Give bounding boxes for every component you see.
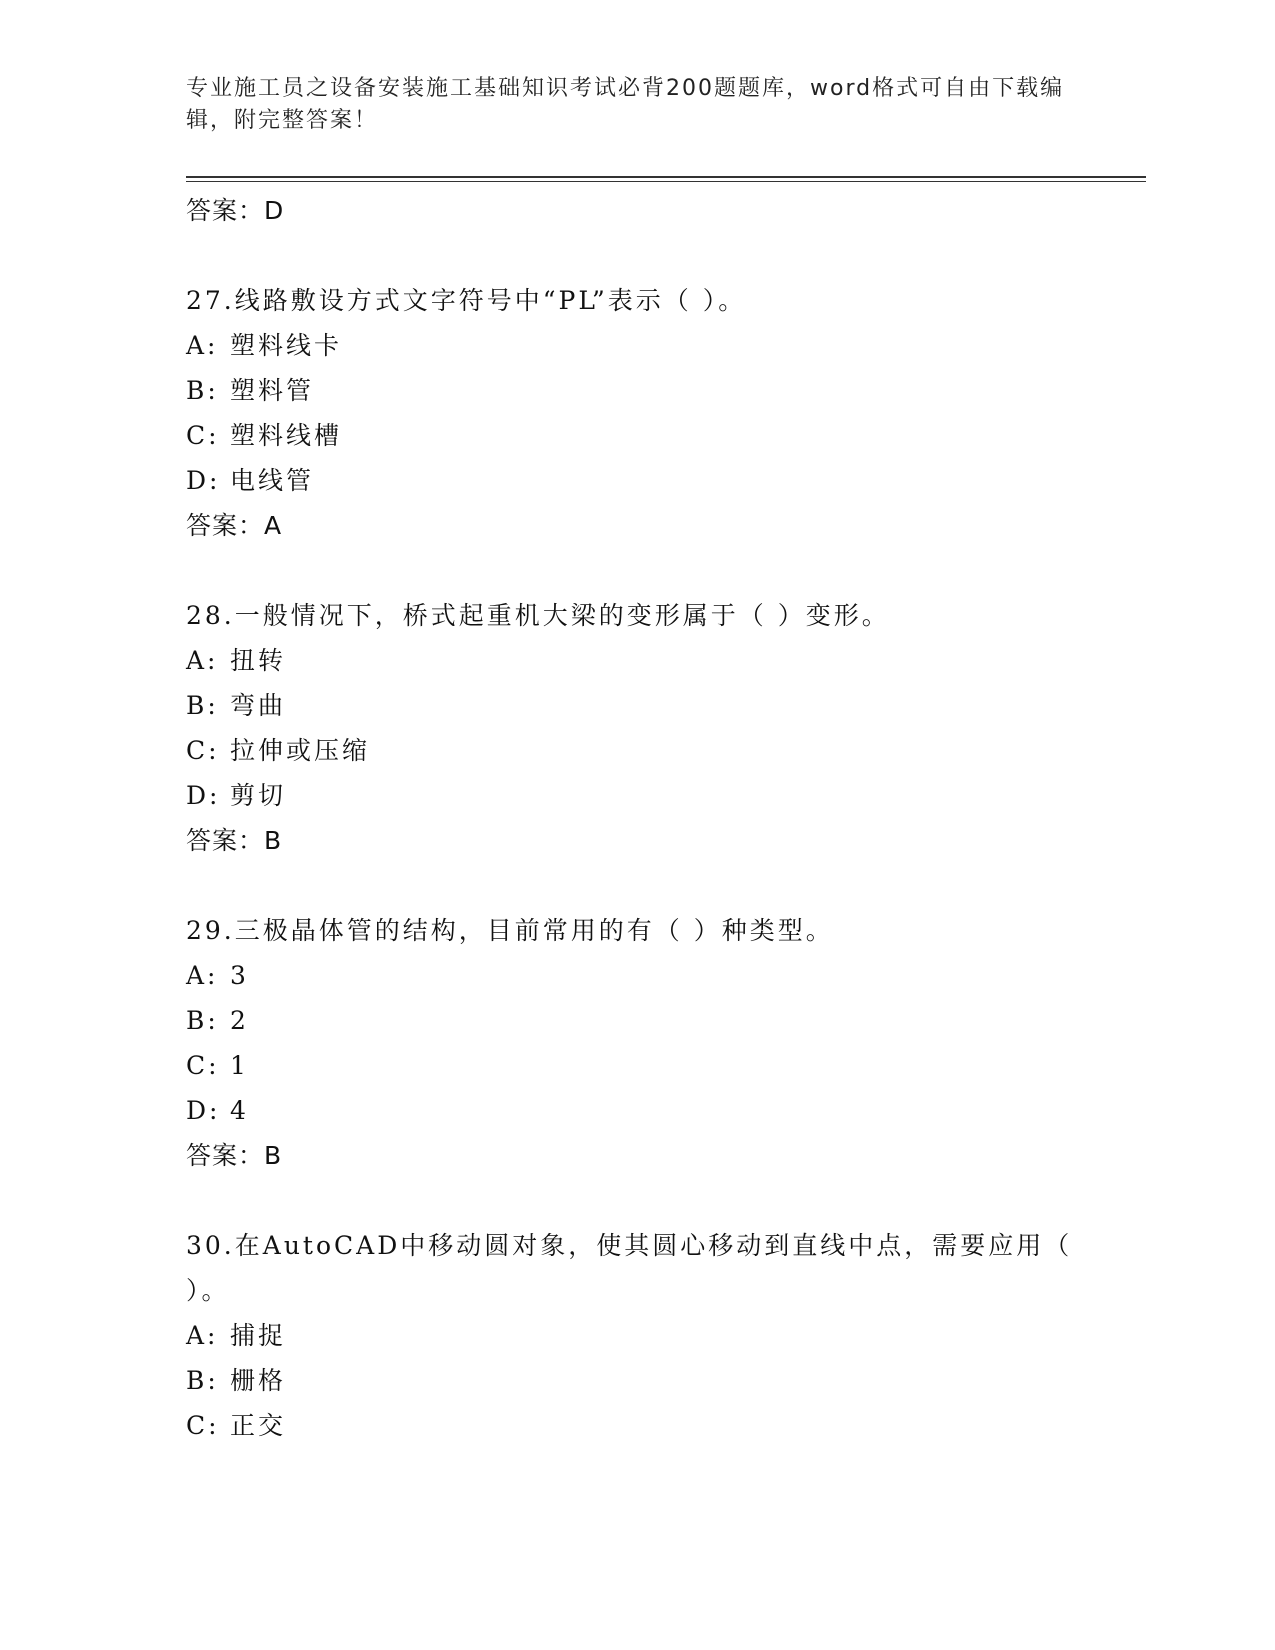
option-text: 4 (230, 1096, 249, 1125)
question-list (186, 188, 1086, 1448)
question-28 (186, 593, 1086, 863)
option-text: 塑料管 (230, 376, 315, 405)
option-letter: B: (186, 1006, 219, 1035)
answer-line: 答案：B (186, 1141, 283, 1170)
option-letter: D: (186, 466, 221, 495)
option-b (186, 998, 1086, 1043)
option-b (186, 368, 1086, 413)
question-30 (186, 1223, 1086, 1448)
option-text: 栅格 (230, 1366, 287, 1395)
option-a (186, 1313, 1086, 1358)
option-d (186, 1088, 1086, 1133)
question-stem: 27.线路敷设方式文字符号中“PL”表示（ ）。 (186, 286, 747, 315)
question-stem: 30.在AutoCAD中移动圆对象，使其圆心移动到直线中点，需要应用（ ）。 (186, 1231, 1073, 1305)
answer-line: 答案：B (186, 826, 283, 855)
option-letter: C: (186, 736, 220, 765)
option-letter: B: (186, 376, 219, 405)
option-b (186, 683, 1086, 728)
previous-answer: 答案：D (186, 196, 285, 225)
option-letter: A: (186, 646, 219, 675)
option-letter: C: (186, 1051, 220, 1080)
option-text: 弯曲 (230, 691, 287, 720)
option-c (186, 1403, 1086, 1448)
document-header: 专业施工员之设备安装施工基础知识考试必背200题题库，word格式可自由下载编辑，附完整答案！ (186, 76, 1065, 133)
header-divider-thin (186, 181, 1146, 182)
option-letter: D: (186, 1096, 221, 1125)
option-letter: A: (186, 961, 219, 990)
option-text: 捕捉 (230, 1321, 287, 1350)
option-text: 扭转 (230, 646, 287, 675)
option-letter: B: (186, 691, 219, 720)
option-a (186, 323, 1086, 368)
option-letter: A: (186, 1321, 219, 1350)
option-a (186, 953, 1086, 998)
option-c (186, 728, 1086, 773)
option-text: 拉伸或压缩 (230, 736, 371, 765)
option-letter: C: (186, 1411, 220, 1440)
option-text: 塑料线槽 (230, 421, 343, 450)
option-letter: A: (186, 331, 219, 360)
header-divider-thick (186, 176, 1146, 178)
option-letter: D: (186, 781, 221, 810)
option-text: 正交 (230, 1411, 287, 1440)
option-b (186, 1358, 1086, 1403)
question-29 (186, 908, 1086, 1178)
option-text: 塑料线卡 (230, 331, 343, 360)
option-text: 电线管 (230, 466, 315, 495)
option-text: 2 (230, 1006, 249, 1035)
option-letter: B: (186, 1366, 219, 1395)
option-letter: C: (186, 421, 220, 450)
answer-line: 答案：A (186, 511, 283, 540)
option-text: 剪切 (230, 781, 287, 810)
question-stem: 28.一般情况下，桥式起重机大梁的变形属于（ ）变形。 (186, 601, 890, 630)
option-text: 3 (230, 961, 249, 990)
question-stem: 29.三极晶体管的结构，目前常用的有（ ）种类型。 (186, 916, 834, 945)
option-text: 1 (230, 1051, 249, 1080)
option-c (186, 413, 1086, 458)
option-a (186, 638, 1086, 683)
option-d (186, 458, 1086, 503)
question-27 (186, 278, 1086, 548)
option-c (186, 1043, 1086, 1088)
option-d (186, 773, 1086, 818)
